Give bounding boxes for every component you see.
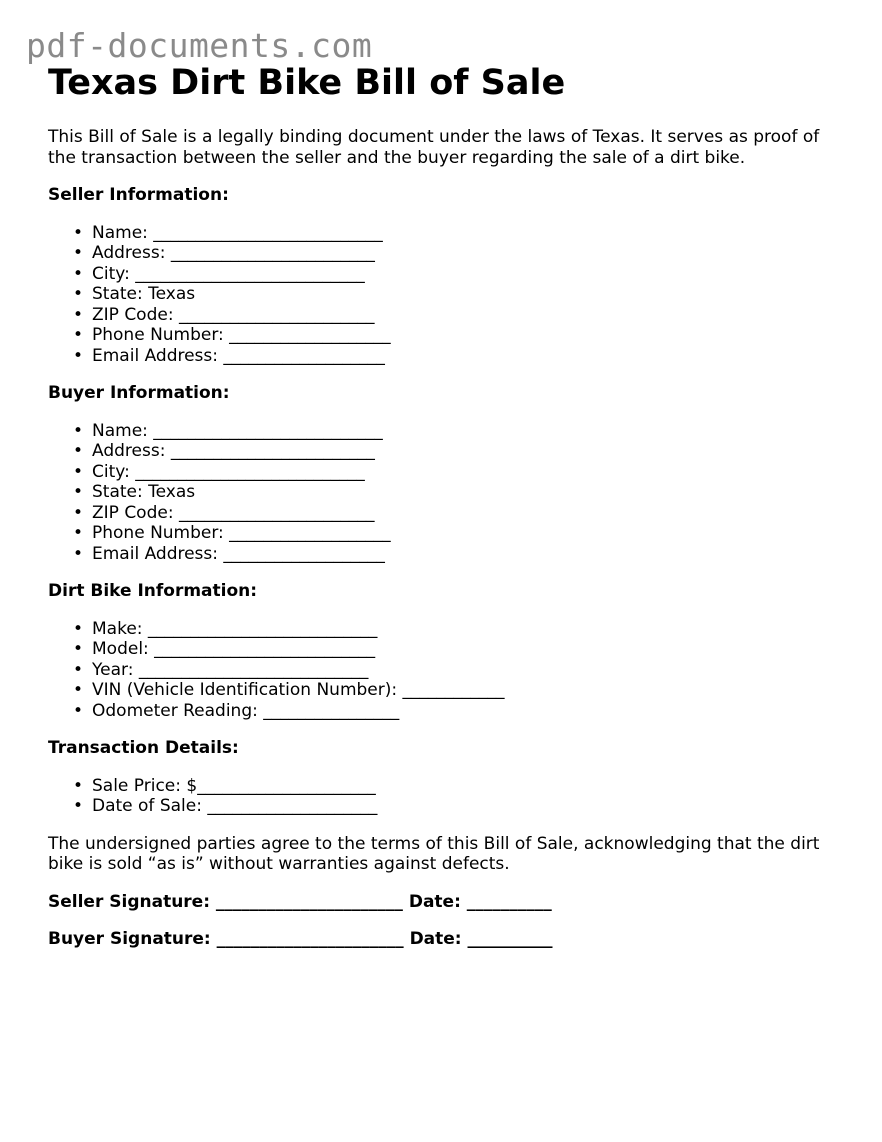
- buyer-zip-field[interactable]: • ZIP Code: _______________________: [92, 503, 848, 524]
- bike-section-heading: Dirt Bike Information:: [48, 581, 258, 601]
- seller-city-field[interactable]: • City: ___________________________: [92, 264, 848, 285]
- bike-model-field[interactable]: • Model: __________________________: [92, 639, 848, 660]
- buyer-state-field: • State: Texas: [92, 482, 848, 503]
- transaction-section-heading: Transaction Details:: [48, 738, 239, 758]
- closing-paragraph: The undersigned parties agree to the terms of this Bill of Sale, acknowledging that the dirt bike is sold “as is” without warranties against defects.: [48, 833, 820, 874]
- seller-section-heading: Seller Information:: [48, 185, 229, 205]
- bike-make-field[interactable]: • Make: ___________________________: [92, 619, 848, 640]
- buyer-email-field[interactable]: • Email Address: ___________________: [92, 544, 848, 565]
- seller-phone-field[interactable]: • Phone Number: ___________________: [92, 325, 848, 346]
- document-title: Texas Dirt Bike Bill of Sale: [48, 63, 566, 103]
- seller-state-field: • State: Texas: [92, 284, 848, 305]
- watermark: pdf-documents.com: [26, 26, 373, 65]
- bike-field-list: [48, 619, 848, 722]
- intro-paragraph: This Bill of Sale is a legally binding document under the laws of Texas. It serves as proof of the transaction between the seller and the buyer regarding the sale of a dirt bike.: [48, 127, 820, 168]
- buyer-section-heading: Buyer Information:: [48, 383, 230, 403]
- buyer-field-list: [48, 421, 848, 565]
- seller-name-field[interactable]: • Name: ___________________________: [92, 223, 848, 244]
- bike-vin-field[interactable]: • VIN (Vehicle Identification Number): ____________: [92, 680, 848, 701]
- bike-odometer-field[interactable]: • Odometer Reading: ________________: [92, 701, 848, 722]
- seller-address-field[interactable]: • Address: ________________________: [92, 243, 848, 264]
- buyer-name-field[interactable]: • Name: ___________________________: [92, 421, 848, 442]
- sale-date-field[interactable]: • Date of Sale: ____________________: [92, 796, 848, 817]
- buyer-address-field[interactable]: • Address: ________________________: [92, 441, 848, 462]
- buyer-phone-field[interactable]: • Phone Number: ___________________: [92, 523, 848, 544]
- buyer-signature-line[interactable]: Buyer Signature: ______________________ Date: __________: [48, 929, 553, 949]
- seller-zip-field[interactable]: • ZIP Code: _______________________: [92, 305, 848, 326]
- bike-year-field[interactable]: • Year: ___________________________: [92, 660, 848, 681]
- seller-email-field[interactable]: • Email Address: ___________________: [92, 346, 848, 367]
- seller-signature-line[interactable]: Seller Signature: ______________________ Date: __________: [48, 891, 552, 912]
- transaction-field-list: [48, 776, 848, 817]
- seller-field-list: [48, 223, 848, 367]
- sale-price-field[interactable]: • Sale Price: $_____________________: [92, 776, 848, 797]
- buyer-city-field[interactable]: • City: ___________________________: [92, 462, 848, 483]
- document-body: [48, 60, 848, 950]
